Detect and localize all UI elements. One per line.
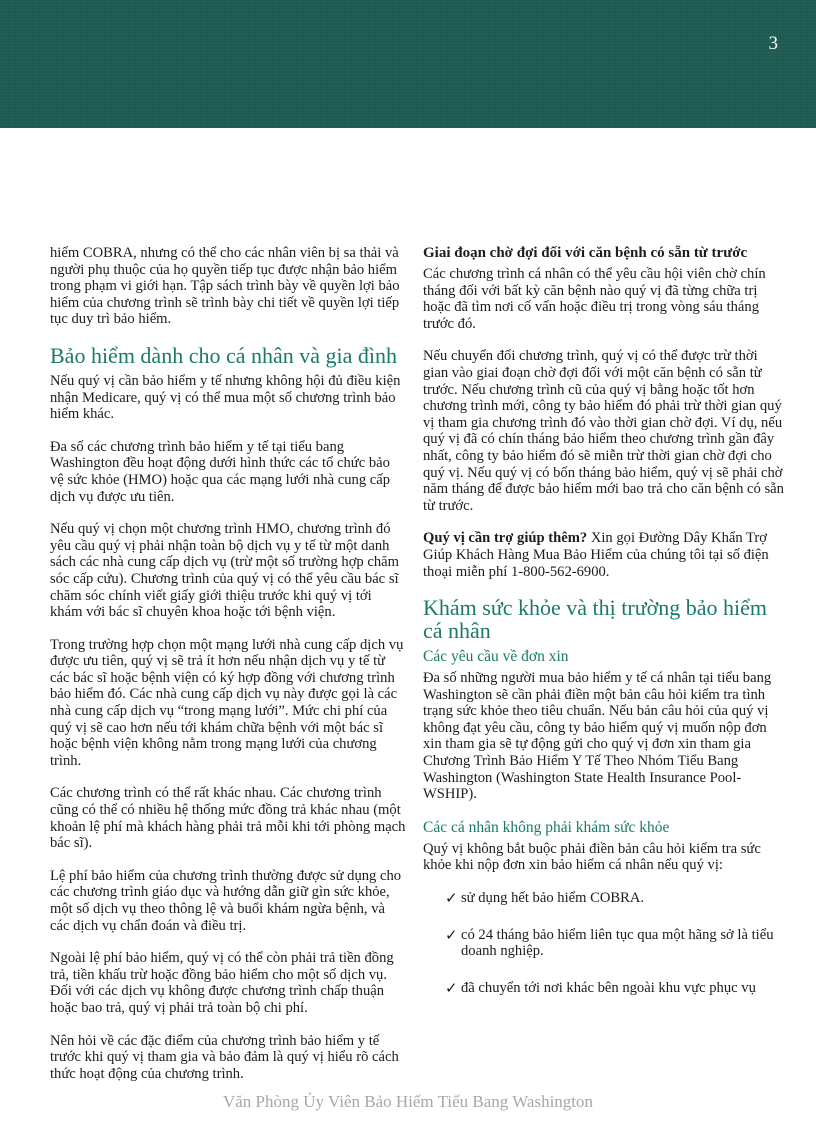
body-paragraph: Các chương trình có thể rất khác nhau. Các chương trình cũng có thể có nhiều hệ thống mức đồng trả khác nhau (một khoản lệ phí mà khách hàng phải trả mỗi khi tới phòng mạch bác sĩ).: [50, 785, 406, 852]
header-banner: [0, 0, 816, 128]
list-item: [445, 927, 785, 960]
body-paragraph: Đa số những người mua bảo hiểm y tế cá nhân tại tiểu bang Washington sẽ cần phải điền một bản câu hỏi kiểm tra tình trạng sức khỏe theo tiêu chuẩn. Nếu bản câu hỏi của quý vị không đạt yêu cầu, công ty bảo hiểm quý vị muốn nộp đơn xin tham gia sẽ tự động gửi cho quý vị đơn xin tham gia Chương Trình Bảo Hiểm Y Tế Theo Nhóm Tiểu Bang Washington (Washington State Health Insurance Pool-WSHIP).: [423, 670, 772, 803]
help-text: Xin gọi Đường Dây Khẩn Trợ Giúp Khách Hàng Mua Bảo Hiểm của chúng tôi tại số điện thoại miễn phí 1-800-562-6900.: [423, 530, 769, 580]
body-paragraph: Nếu chuyển đổi chương trình, quý vị có thể được trừ thời gian vào giai đoạn chờ đợi đối với một căn bệnh có sẵn từ trước. Nếu chương trình cũ của quý vị bằng hoặc tốt hơn chương trình mới, công ty bảo hiểm đó phải trừ thời gian quý vị tham gia chương trình đó vào thời gian chờ đợi. Ví dụ, nếu quý vị đã có chín tháng bảo hiểm theo chương trình gần đây nhất, công ty bảo hiểm đó sẽ miễn trừ thời gian chờ đợi cho quý vị. Nếu quý vị có bốn tháng bảo hiểm, quý vị sẽ phải chờ năm tháng để được bảo hiểm mới bao trả cho căn bệnh có sẵn từ trước.: [423, 348, 784, 514]
list-item: [445, 890, 785, 907]
checklist: [423, 890, 785, 996]
checkmark-icon: ✓: [445, 980, 458, 997]
footer-office-name: Văn Phòng Ủy Viên Bảo Hiểm Tiểu Bang Washington: [222, 1092, 594, 1111]
section-heading-health-exam: Khám sức khỏe và thị trường bảo hiểm cá nhân: [423, 595, 768, 644]
help-paragraph: [423, 530, 785, 580]
body-paragraph: Ngoài lệ phí bảo hiểm, quý vị có thể còn phải trả tiền đồng trả, tiền khấu trừ hoặc đồng bảo hiểm cho một số dịch vụ. Đối với các dịch vụ không được chương trình chấp thuận hoặc bao trả, quý vị phải trả toàn bộ chi phí.: [50, 950, 394, 1016]
list-item-text: sử dụng hết bảo hiểm COBRA.: [461, 890, 645, 907]
checkmark-icon: ✓: [445, 891, 458, 908]
section-heading-individual-family: Bảo hiểm dành cho cá nhân và gia đình: [50, 342, 398, 368]
body-paragraph: Nếu quý vị chọn một chương trình HMO, chương trình đó yêu cầu quý vị phải nhận toàn bộ dịch vụ y tế từ một danh sách các nhà cung cấp dịch vụ (trừ một số trường hợp chăm sóc cấp cứu). Chương trình của quý vị có thể yêu cầu bác sĩ chăm sóc chính viết giấy giới thiệu trước khi quý vị tới khám với bác sĩ chuyên khoa hoặc tới bệnh viện.: [50, 521, 399, 621]
subheading-no-exam-individuals: Các cá nhân không phải khám sức khỏe: [423, 818, 670, 836]
list-item-text: đã chuyển tới nơi khác bên ngoài khu vực phục vụ: [461, 979, 756, 996]
body-paragraph: Nên hỏi về các đặc điểm của chương trình bảo hiểm y tế trước khi quý vị tham gia và bảo đảm là quý vị hiểu rõ cách thức hoạt động của chương trình.: [50, 1032, 399, 1082]
page-number: 3: [768, 33, 778, 54]
list-item: [445, 980, 785, 997]
checkmark-icon: ✓: [445, 927, 458, 944]
body-paragraph: Quý vị không bắt buộc phải điền bản câu hỏi kiểm tra sức khỏe khi nộp đơn xin bảo hiểm cá nhân nếu quý vị:: [423, 840, 761, 874]
body-paragraph: Các chương trình cá nhân có thể yêu cầu hội viên chờ chín tháng đối với bất kỳ căn bệnh nào quý vị đã từng chữa trị hoặc đã tìm nơi cố vấn hoặc điều trị trong vòng sáu tháng trước đó.: [423, 266, 766, 332]
list-item-text: có 24 tháng bảo hiểm liên tục qua một hãng sở là tiểu doanh nghiệp.: [461, 926, 774, 960]
intro-paragraph: hiểm COBRA, nhưng có thể cho các nhân viên bị sa thải và người phụ thuộc của họ quyền tiếp tục được nhận bảo hiểm trong phạm vi giới hạn. Tập sách trình bày về quyền lợi bảo hiểm của chương trình sẽ trình bày chi tiết về quyền lợi tiếp tục duy trì bảo hiểm.: [50, 245, 400, 328]
body-paragraph: Nếu quý vị cần bảo hiểm y tế nhưng không hội đủ điều kiện nhận Medicare, quý vị có thể mua một số chương trình bảo hiểm khác.: [50, 372, 401, 423]
right-column: [423, 245, 785, 1016]
subheading-application-requirements: Các yêu cầu về đơn xin: [423, 648, 569, 666]
waiting-period-heading: Giai đoạn chờ đợi đối với căn bệnh có sẵn từ trước: [423, 245, 748, 261]
body-paragraph: Lệ phí bảo hiểm của chương trình thường được sử dụng cho các chương trình giáo dục và hướng dẫn giữ gìn sức khỏe, một số dịch vụ theo thông lệ và buổi khám ngừa bệnh, và các dịch vụ chẩn đoán và điều trị.: [50, 867, 402, 934]
left-column: [50, 245, 406, 1098]
help-bold-lead: Quý vị cần trợ giúp thêm?: [423, 530, 588, 547]
body-paragraph: Đa số các chương trình bảo hiểm y tế tại tiểu bang Washington đều hoạt động dưới hình thức các tổ chức bảo vệ sức khỏe (HMO) hoặc qua các mạng lưới nhà cung cấp dịch vụ được ưu tiên.: [50, 438, 391, 505]
body-paragraph: Trong trường hợp chọn một mạng lưới nhà cung cấp dịch vụ được ưu tiên, quý vị sẽ trả ít hơn nếu nhận dịch vụ y tế từ các bác sĩ hoặc bệnh viện có ký hợp đồng với chương trình bảo hiểm đó. Các nhà cung cấp dịch vụ này được gọi là các nhà cung cấp dịch vụ “trong mạng lưới”. Mức chi phí của quý vị sẽ cao hơn nếu tới khám chữa bệnh với một bác sĩ hoặc bệnh viện không nằm trong mạng lưới của chương trình.: [50, 636, 404, 769]
